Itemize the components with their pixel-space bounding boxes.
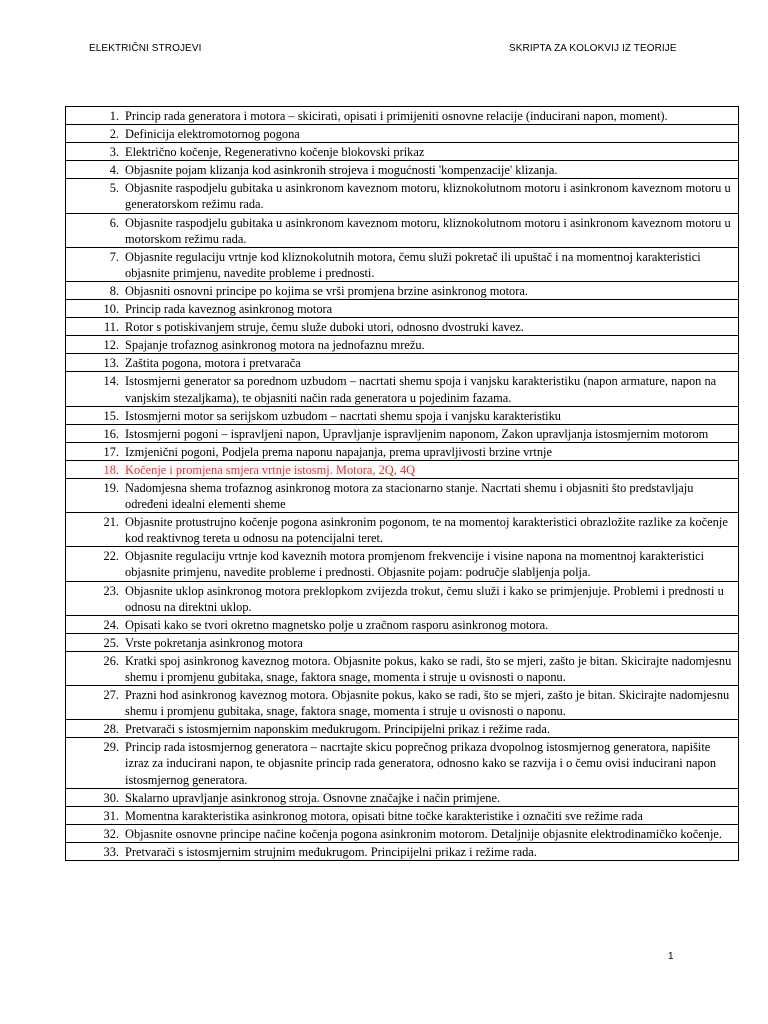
question-text: Istosmjerni motor sa serijskom uzbudom – nacrtati shemu spoja i vanjsku karakteristiku: [125, 408, 562, 423]
question-cell: [66, 372, 739, 406]
question-cell: [66, 581, 739, 615]
question-number: 3.: [109, 145, 119, 160]
question-text: Princip rada istosmjernog generatora – nacrtajte skicu poprečnog prikaza dvopolnog istosmjernog generatora, napišite izraz za inducirani napon, te objasnite princip rada generatora, odnosno kako se razvija i o čemu ovisi inducirani napon istosmjernog generatora.: [125, 740, 717, 787]
list-item: [94, 721, 734, 737]
question-text: Objasnite raspodjelu gubitaka u asinkronom kaveznom motoru, kliznokolutnom motoru i asinkronom kaveznom motoru u motorskom režimu rada.: [125, 215, 731, 246]
questions-table-body: [66, 107, 739, 861]
table-row: [66, 372, 739, 406]
page-number: 1: [668, 951, 674, 962]
question-text: Električno kočenje, Regenerativno kočenje blokovski prikaz: [125, 145, 425, 160]
list-item: [94, 687, 734, 719]
question-text: Kratki spoj asinkronog kaveznog motora. Objasnite pokus, kako se radi, što se mjeri, zašto je bitan. Skicirajte nadomjesnu shemu i promjenu gubitaka, snage, faktora snage, momenta i struje u ovisnosti o naponu.: [125, 653, 732, 684]
question-text: Zaštita pogona, motora i pretvarača: [125, 356, 301, 371]
question-number: 23.: [103, 583, 119, 598]
question-number: 33.: [103, 844, 119, 859]
question-text: Pretvarači s istosmjernim strujnim međukrugom. Principijelni prikaz i režime rada.: [125, 844, 537, 859]
question-number: 27.: [103, 688, 119, 703]
question-number: 10.: [103, 302, 119, 317]
question-number: 31.: [103, 808, 119, 823]
list-item: [94, 617, 734, 633]
question-text: Princip rada kaveznog asinkronog motora: [125, 302, 333, 317]
question-cell: [66, 513, 739, 547]
question-number: 16.: [103, 426, 119, 441]
table-row: [66, 720, 739, 738]
table-row: [66, 213, 739, 247]
table-row: [66, 788, 739, 806]
list-item: [94, 283, 734, 299]
questions-table: [65, 106, 739, 861]
table-row: [66, 842, 739, 860]
table-row: [66, 125, 739, 143]
question-number: 24.: [103, 617, 119, 632]
question-text: Objasnite raspodjelu gubitaka u asinkronom kaveznom motoru, kliznokolutnom motoru i asinkronom kaveznom motoru u generatorskom režimu rada.: [125, 181, 731, 212]
question-text: Definicija elektromotornog pogona: [125, 127, 300, 142]
list-item: [94, 426, 734, 442]
list-item: [94, 373, 734, 405]
question-number: 30.: [103, 790, 119, 805]
question-cell: [66, 318, 739, 336]
table-row: [66, 442, 739, 460]
question-text: Momentna karakteristika asinkronog motora, opisati bitne točke karakteristike i označiti sve režime rada: [125, 808, 643, 823]
question-text: Vrste pokretanja asinkronog motora: [125, 635, 303, 650]
question-text: Izmjenični pogoni, Podjela prema naponu napajanja, prema upravljivosti brzine vrtnje: [125, 444, 552, 459]
list-item: [94, 635, 734, 651]
list-item: [94, 126, 734, 142]
table-row: [66, 581, 739, 615]
question-number: 2.: [109, 127, 119, 142]
list-item: [94, 583, 734, 615]
question-cell: [66, 686, 739, 720]
list-item: [94, 844, 734, 860]
table-row: [66, 143, 739, 161]
list-item: [94, 790, 734, 806]
list-item: [94, 301, 734, 317]
list-item: [94, 180, 734, 212]
question-text: Objasnite regulaciju vrtnje kod kliznokolutnih motora, čemu služi pokretač ili upuštač i na momentnoj karakteristici objasnite primjenu, navedite probleme i prednosti.: [125, 249, 701, 280]
table-row: [66, 247, 739, 281]
question-number: 11.: [103, 320, 119, 335]
question-text: Istosmjerni pogoni – ispravljeni napon, Upravljanje ispravljenim naponom, Zakon upravljanja istosmjernim motorom: [125, 426, 709, 441]
question-cell: [66, 125, 739, 143]
question-cell: [66, 633, 739, 651]
question-number: 7.: [109, 249, 119, 264]
question-text: Princip rada generatora i motora – skicirati, opisati i primijeniti osnovne relacije (inducirani napon, moment).: [125, 109, 668, 123]
list-item: [94, 408, 734, 424]
question-text: Objasnite regulaciju vrtnje kod kaveznih motora promjenom frekvencije i visine napona na momentnoj karakteristici objasnite primjenu, navedite probleme i prednosti. Objasnite pojam: područje slabljenja polja.: [125, 549, 705, 580]
question-cell: [66, 460, 739, 478]
list-item: [94, 444, 734, 460]
table-row: [66, 107, 739, 125]
question-number: 4.: [109, 163, 119, 178]
table-row: [66, 460, 739, 478]
question-cell: [66, 651, 739, 685]
question-cell: [66, 442, 739, 460]
question-text: Prazni hod asinkronog kaveznog motora. Objasnite pokus, kako se radi, što se mjeri, zašto je bitan. Skicirajte nadomjesnu shemu i promjenu gubitaka, snage, faktora snage, momenta i struje u ovisnosti o naponu.: [125, 688, 730, 719]
question-cell: [66, 300, 739, 318]
list-item: [94, 249, 734, 281]
list-item: [94, 337, 734, 353]
question-cell: [66, 281, 739, 299]
table-row: [66, 161, 739, 179]
table-row: [66, 281, 739, 299]
question-cell: [66, 720, 739, 738]
list-item: [94, 480, 734, 512]
table-row: [66, 406, 739, 424]
question-cell: [66, 738, 739, 788]
list-item: [94, 162, 734, 178]
table-row: [66, 424, 739, 442]
question-text: Objasnite uklop asinkronog motora preklopkom zvijezda trokut, čemu služi i kako se primjenjuje. Problemi i prednosti u odnosu na direktni uklop.: [125, 583, 724, 614]
question-cell: [66, 615, 739, 633]
question-cell: [66, 107, 739, 125]
question-cell: [66, 406, 739, 424]
question-number: 13.: [103, 356, 119, 371]
question-text: Pretvarači s istosmjernim naponskim međukrugom. Principijelni prikaz i režime rada.: [125, 722, 550, 737]
list-item: [94, 826, 734, 842]
question-cell: [66, 179, 739, 213]
question-text: Istosmjerni generator sa porednom uzbudom – nacrtati shemu spoja i vanjsku karakteristiku (napon armature, napon na vanjskim stezaljkama), te objasniti način rada generatora u pojedinim fazama.: [125, 374, 717, 405]
question-cell: [66, 247, 739, 281]
question-text: Objasnite protustrujno kočenje pogona asinkronim pogonom, te na momentoj karakteristici obrazložite razlike za kočenje kod reaktivnog tereta u odnosu na potencijalni teret.: [125, 515, 728, 546]
table-row: [66, 633, 739, 651]
question-number: 12.: [103, 338, 119, 353]
question-cell: [66, 788, 739, 806]
question-number: 18.: [103, 462, 119, 477]
table-row: [66, 738, 739, 788]
question-cell: [66, 478, 739, 512]
list-item: [94, 144, 734, 160]
question-number: 17.: [103, 444, 119, 459]
question-cell: [66, 143, 739, 161]
list-item: [94, 462, 734, 478]
table-row: [66, 547, 739, 581]
question-number: 1.: [109, 109, 119, 123]
question-cell: [66, 336, 739, 354]
question-number: 5.: [109, 181, 119, 196]
question-cell: [66, 842, 739, 860]
question-cell: [66, 824, 739, 842]
question-text: Opisati kako se tvori okretno magnetsko polje u zračnom rasporu asinkronog motora.: [125, 617, 549, 632]
question-cell: [66, 354, 739, 372]
table-row: [66, 615, 739, 633]
table-row: [66, 336, 739, 354]
question-cell: [66, 161, 739, 179]
question-text: Spajanje trofaznog asinkronog motora na jednofaznu mrežu.: [125, 338, 425, 353]
header-left-title: ELEKTRIČNI STROJEVI: [89, 43, 202, 54]
question-number: 15.: [103, 408, 119, 423]
list-item: [94, 215, 734, 247]
table-row: [66, 354, 739, 372]
table-row: [66, 806, 739, 824]
question-text: Objasnite pojam klizanja kod asinkronih strojeva i mogućnosti 'kompenzacije' klizanja.: [125, 163, 558, 178]
question-cell: [66, 213, 739, 247]
list-item: [94, 808, 734, 824]
question-cell: [66, 424, 739, 442]
question-text: Kočenje i promjena smjera vrtnje istosmj. Motora, 2Q, 4Q: [125, 462, 416, 477]
table-row: [66, 179, 739, 213]
list-item: [94, 653, 734, 685]
list-item: [94, 319, 734, 335]
list-item: [94, 108, 734, 124]
list-item: [94, 548, 734, 580]
question-number: 14.: [103, 374, 119, 389]
table-row: [66, 513, 739, 547]
question-number: 21.: [103, 515, 119, 530]
question-number: 19.: [103, 480, 119, 495]
question-text: Objasniti osnovni principe po kojima se vrši promjena brzine asinkronog motora.: [125, 283, 528, 298]
question-number: 29.: [103, 740, 119, 755]
question-text: Nadomjesna shema trofaznog asinkronog motora za stacionarno stanje. Nacrtati shemu i objasniti što predstavljaju određeni idealni elementi sheme: [125, 480, 694, 512]
list-item: [94, 739, 734, 787]
header-right-title: SKRIPTA ZA KOLOKVIJ IZ TEORIJE: [509, 43, 677, 54]
list-item: [94, 514, 734, 546]
table-row: [66, 300, 739, 318]
question-number: 8.: [109, 283, 119, 298]
question-text: Skalarno upravljanje asinkronog stroja. Osnovne značajke i način primjene.: [125, 790, 501, 805]
question-number: 22.: [103, 549, 119, 564]
table-row: [66, 651, 739, 685]
question-number: 26.: [103, 653, 119, 668]
question-text: Objasnite osnovne principe načine kočenja pogona asinkronim motorom. Detaljnije objasnite elektrodinamičko kočenje.: [125, 826, 722, 841]
question-text: Rotor s potiskivanjem struje, čemu služe duboki utori, odnosno dvostruki kavez.: [125, 320, 524, 335]
question-cell: [66, 547, 739, 581]
table-row: [66, 686, 739, 720]
question-number: 6.: [109, 215, 119, 230]
table-row: [66, 478, 739, 512]
list-item: [94, 355, 734, 371]
question-number: 32.: [103, 826, 119, 841]
question-number: 28.: [103, 722, 119, 737]
question-cell: [66, 806, 739, 824]
table-row: [66, 824, 739, 842]
table-row: [66, 318, 739, 336]
question-number: 25.: [103, 635, 119, 650]
